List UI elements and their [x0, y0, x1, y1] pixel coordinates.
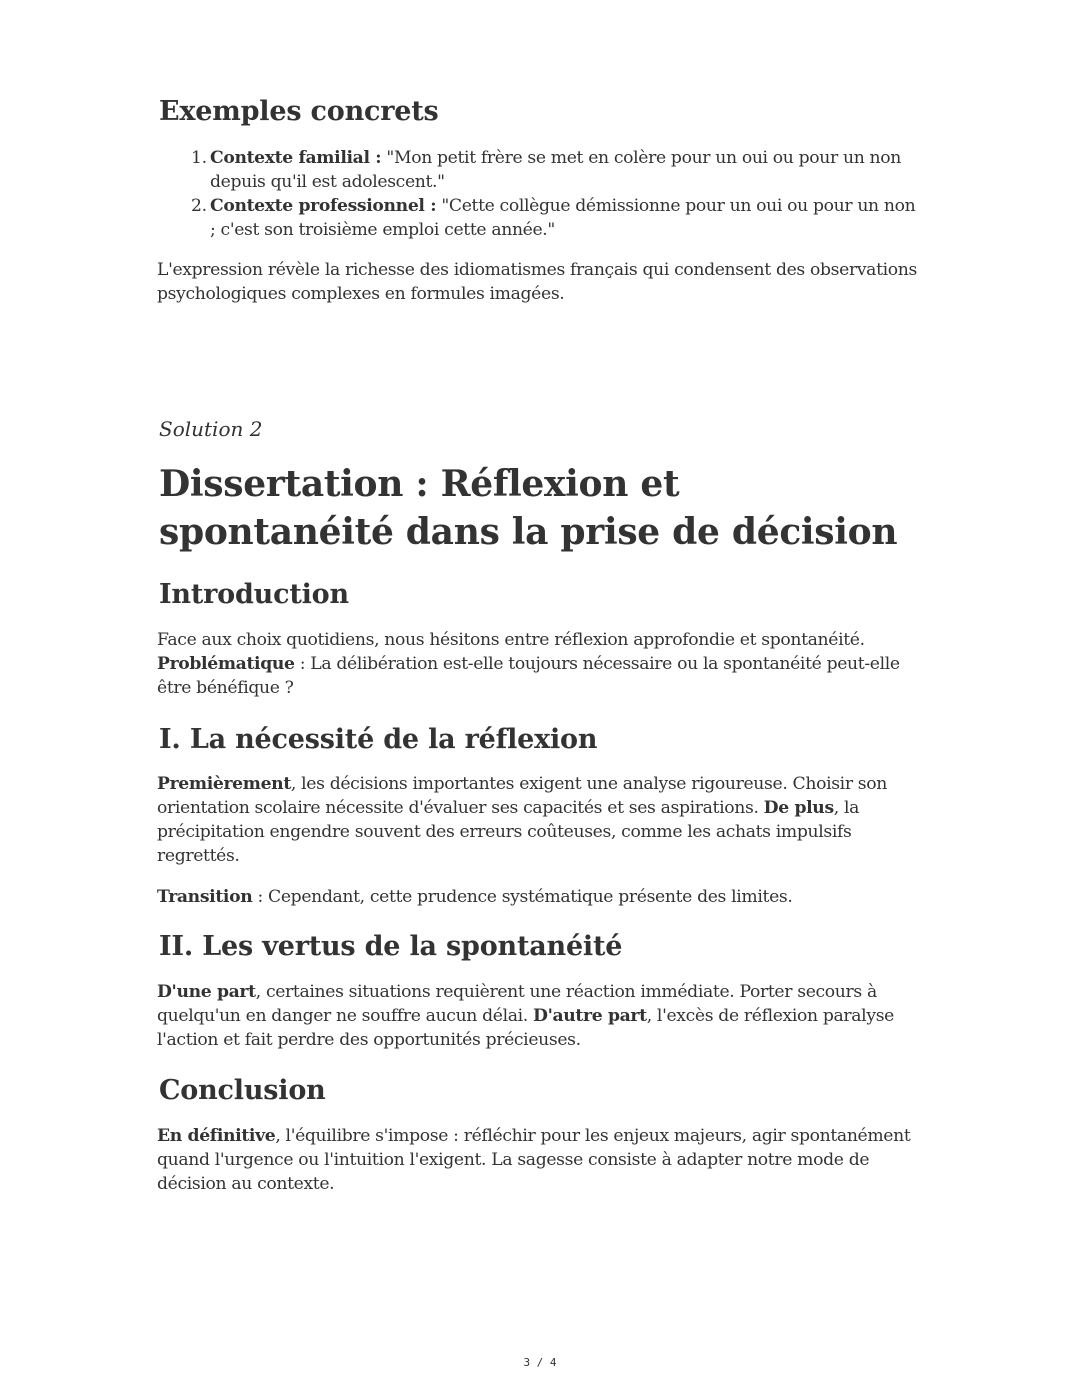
examples-summary: L'expression révèle la richesse des idiomatismes français qui condensent des observations psychologiques complexes en formules imagées.	[157, 260, 917, 304]
part1-heading: I. La nécessité de la réflexion	[159, 724, 598, 755]
part1-bold-b: De plus	[763, 798, 834, 818]
part2-text-a: , certaines situations requièrent une réaction immédiate. Porter secours à quelqu'un en danger ne souffre aucun délai.	[157, 982, 877, 1026]
part2-lead: D'une part	[157, 982, 256, 1002]
transition-text: : Cependant, cette prudence systématique présente des limites.	[252, 887, 793, 907]
solution-label: Solution 2	[159, 417, 263, 441]
list-item-label: Contexte familial :	[210, 148, 382, 168]
list-item-number: 1.	[191, 148, 207, 168]
transition-label: Transition	[157, 887, 253, 907]
transition-paragraph	[157, 885, 927, 909]
page-number: 3 / 4	[523, 1356, 557, 1369]
part1-lead: Premièrement	[157, 774, 291, 794]
part1-paragraph	[157, 772, 927, 868]
conclusion-paragraph	[157, 1124, 927, 1196]
examples-list	[191, 146, 925, 242]
conclusion-heading: Conclusion	[159, 1075, 326, 1106]
list-item	[191, 194, 925, 242]
part2-text-b: , l'excès de réflexion paralyse l'action et fait perdre des opportunités précieuses.	[157, 1006, 894, 1050]
introduction-paragraph	[157, 628, 927, 700]
conclusion-lead: En définitive	[157, 1126, 276, 1146]
examples-heading: Exemples concrets	[159, 96, 439, 127]
list-item-text: "Mon petit frère se met en colère pour un oui ou pour un non depuis qu'il est adolescent."	[210, 148, 901, 192]
list-item-label: Contexte professionnel :	[210, 196, 437, 216]
conclusion-text: , l'équilibre s'impose : réfléchir pour les enjeux majeurs, agir spontanément quand l'urgence ou l'intuition l'exigent. La sagesse consiste à adapter notre mode de décision au contexte.	[157, 1126, 911, 1194]
part2-heading: II. Les vertus de la spontanéité	[159, 931, 623, 962]
part1-text-b: , la précipitation engendre souvent des erreurs coûteuses, comme les achats impulsifs regrettés.	[157, 798, 860, 866]
introduction-text: Face aux choix quotidiens, nous hésitons entre réflexion approfondie et spontanéité.	[157, 630, 865, 650]
page-title: Dissertation : Réflexion et spontanéité dans la prise de décision	[159, 463, 898, 553]
list-item-number: 2.	[191, 196, 207, 216]
list-item	[191, 146, 925, 194]
list-item-text: "Cette collègue démissionne pour un oui ou pour un non ; c'est son troisième emploi cette année."	[210, 196, 916, 240]
part1-text-a: , les décisions importantes exigent une analyse rigoureuse. Choisir son orientation scolaire nécessite d'évaluer ses capacités et ses aspirations.	[157, 774, 887, 818]
part2-bold-b: D'autre part	[533, 1006, 647, 1026]
introduction-heading: Introduction	[159, 579, 349, 610]
problem-text: : La délibération est-elle toujours nécessaire ou la spontanéité peut-elle être bénéfique ?	[157, 654, 900, 698]
part2-paragraph	[157, 980, 927, 1052]
problem-label: Problématique	[157, 654, 295, 674]
